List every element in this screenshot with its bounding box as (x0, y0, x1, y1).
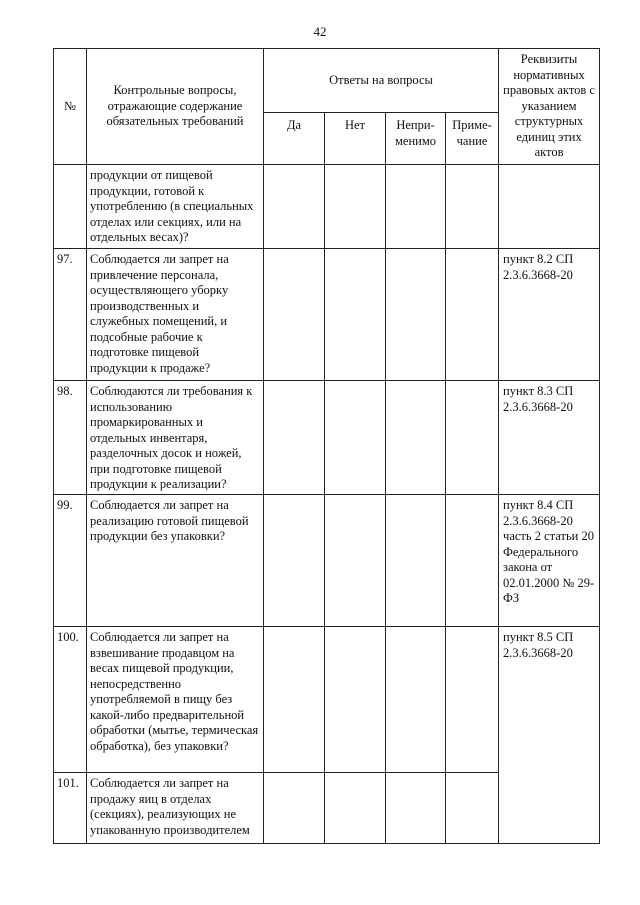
table-header (54, 49, 600, 165)
answer-note-cell[interactable] (446, 773, 499, 844)
answer-na-cell[interactable] (386, 249, 446, 381)
table-row (54, 627, 600, 773)
answer-note-cell[interactable] (446, 627, 499, 773)
answer-no-cell[interactable] (325, 773, 386, 844)
answer-no-cell[interactable] (325, 381, 386, 495)
row-num: 98. (54, 381, 87, 495)
answer-no-cell[interactable] (325, 495, 386, 627)
row-requisites: пункт 8.2 СП 2.3.6.3668-20 (499, 249, 600, 381)
row-question: Соблюдается ли запрет на привлечение персонала, осуществляющего уборку производственных и служебных помещений, и подсобные рабочие к подготовке пищевой продукции к продаже? (87, 249, 264, 381)
table-row (54, 249, 600, 381)
answer-na-cell[interactable] (386, 495, 446, 627)
row-requisites (499, 165, 600, 249)
header-question: Контрольные вопросы, отражающие содержание обязательных требований (87, 49, 264, 165)
row-question: Соблюдаются ли требования к использованию промаркированных и отдельных инвентаря, разделочных досок и ножей, при подготовке пищевой продукции к реализации? (87, 381, 264, 495)
header-no: Нет (325, 113, 386, 165)
table-row (54, 381, 600, 495)
answer-no-cell[interactable] (325, 249, 386, 381)
answer-note-cell[interactable] (446, 165, 499, 249)
row-requisites: пункт 8.4 СП 2.3.6.3668-20 часть 2 статьи 20 Федерального закона от 02.01.2000 № 29-ФЗ (499, 495, 600, 627)
answer-yes-cell[interactable] (264, 165, 325, 249)
answer-no-cell[interactable] (325, 627, 386, 773)
page-number: 42 (313, 24, 327, 39)
answer-na-cell[interactable] (386, 381, 446, 495)
answer-note-cell[interactable] (446, 495, 499, 627)
checklist-table (53, 48, 600, 844)
row-num: 101. (54, 773, 87, 844)
row-requisites: пункт 8.3 СП 2.3.6.3668-20 (499, 381, 600, 495)
answer-na-cell[interactable] (386, 773, 446, 844)
header-na: Непри- менимо (386, 113, 446, 165)
answer-yes-cell[interactable] (264, 627, 325, 773)
answer-note-cell[interactable] (446, 381, 499, 495)
row-question: Соблюдается ли запрет на взвешивание продавцом на весах пищевой продукции, непосредственно употребляемой в пищу без какой-либо предварительной обработки (мытье, термическая обработка), без упаковки? (87, 627, 264, 773)
row-num: 99. (54, 495, 87, 627)
row-question: продукции от пищевой продукции, готовой к употреблению (в специальных отделах или секциях, или на отдельных весах)? (87, 165, 264, 249)
answer-yes-cell[interactable] (264, 495, 325, 627)
answer-note-cell[interactable] (446, 249, 499, 381)
header-yes: Да (264, 113, 325, 165)
row-question: Соблюдается ли запрет на продажу яиц в отделах (секциях), реализующих не упакованную производителем (87, 773, 264, 844)
header-answers: Ответы на вопросы (264, 49, 499, 113)
header-requisites: Реквизиты нормативных правовых актов с указанием структурных единиц этих актов (499, 49, 600, 165)
row-question: Соблюдается ли запрет на реализацию готовой пищевой продукции без упаковки? (87, 495, 264, 627)
row-requisites: пункт 8.5 СП 2.3.6.3668-20 (499, 627, 600, 844)
answer-yes-cell[interactable] (264, 381, 325, 495)
answer-yes-cell[interactable] (264, 773, 325, 844)
table-row (54, 165, 600, 249)
header-num: № (54, 49, 87, 165)
answer-yes-cell[interactable] (264, 249, 325, 381)
header-note: Приме- чание (446, 113, 499, 165)
answer-no-cell[interactable] (325, 165, 386, 249)
row-num: 100. (54, 627, 87, 773)
row-num (54, 165, 87, 249)
table-row (54, 495, 600, 627)
answer-na-cell[interactable] (386, 627, 446, 773)
answer-na-cell[interactable] (386, 165, 446, 249)
row-num: 97. (54, 249, 87, 381)
